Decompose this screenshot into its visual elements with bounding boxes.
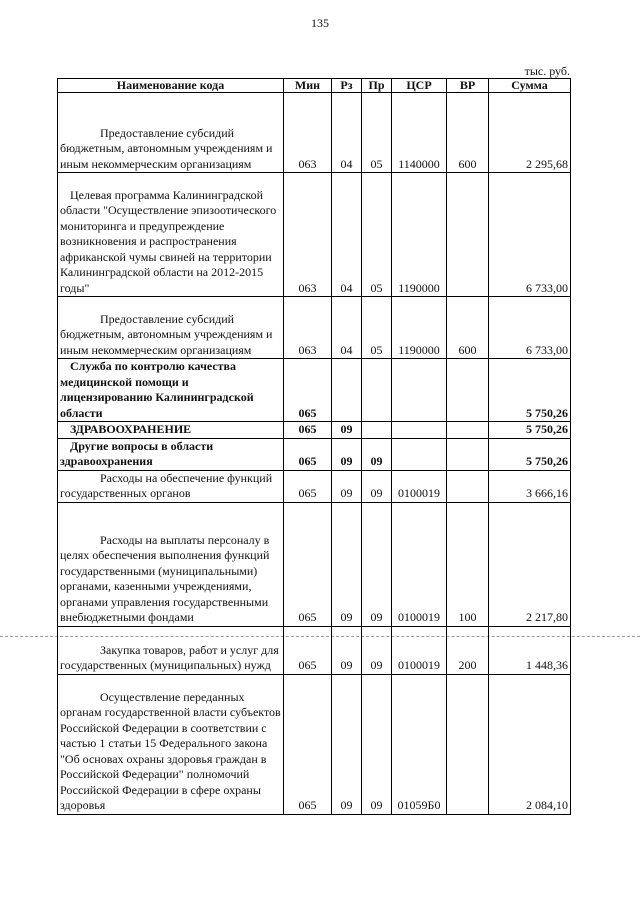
row-name: Расходы на выплаты персоналу в целях обеспечения выполнения функций государственными (муниципальными) органами, казенными учреждениями, органами управления государственными внебюджетными фондами (60, 532, 270, 624)
table-row (58, 502, 571, 626)
row-vr (447, 422, 489, 439)
row-vr: 200 (447, 626, 489, 674)
table-row (58, 626, 571, 674)
row-vr: 600 (447, 93, 489, 173)
table-row (58, 422, 571, 439)
row-pr: 05 (362, 297, 392, 359)
row-vr: 100 (447, 502, 489, 626)
row-sum: 2 295,68 (489, 93, 571, 173)
table-header-row (58, 79, 571, 93)
row-pr: 09 (362, 674, 392, 814)
row-name: Предоставление субсидий бюджетным, автономным учреждениям и иным некоммерческим организациям (60, 125, 273, 171)
row-name: Закупка товаров, работ и услуг для государственных (муниципальных) нужд (60, 642, 279, 672)
row-vr (447, 173, 489, 297)
row-csr: 0100019 (392, 470, 447, 502)
row-sum: 2 084,10 (489, 674, 571, 814)
row-name: Другие вопросы в области здравоохранения (60, 438, 214, 468)
row-vr (447, 674, 489, 814)
row-sum: 3 666,16 (489, 470, 571, 502)
header-pr: Пр (362, 79, 392, 93)
row-min: 065 (284, 674, 332, 814)
row-name: Целевая программа Калининградской области "Осуществление эпизоотического мониторинга и предупреждение возникновения и распространения африканской чумы свиней на территории Калининградской области на 2012-2015 годы" (60, 187, 277, 295)
row-min: 065 (284, 359, 332, 422)
row-sum: 6 733,00 (489, 173, 571, 297)
row-pr (362, 422, 392, 439)
row-rz: 09 (332, 502, 362, 626)
row-vr (447, 470, 489, 502)
row-rz: 09 (332, 438, 362, 470)
table-row (58, 359, 571, 422)
row-pr: 09 (362, 438, 392, 470)
row-min: 065 (284, 422, 332, 439)
row-csr (392, 359, 447, 422)
table-row (58, 470, 571, 502)
table-row (58, 297, 571, 359)
row-csr: 01059Б0 (392, 674, 447, 814)
table-row (58, 674, 571, 814)
row-min: 063 (284, 93, 332, 173)
row-pr (362, 359, 392, 422)
header-min: Мин (284, 79, 332, 93)
units-label: тыс. руб. (524, 64, 570, 78)
budget-table (57, 78, 571, 815)
row-csr: 1190000 (392, 297, 447, 359)
row-csr (392, 438, 447, 470)
row-sum: 5 750,26 (489, 438, 571, 470)
row-sum: 5 750,26 (489, 422, 571, 439)
page-number: 135 (311, 16, 329, 30)
row-min: 065 (284, 626, 332, 674)
row-csr: 0100019 (392, 502, 447, 626)
row-sum: 2 217,80 (489, 502, 571, 626)
header-name: Наименование кода (58, 79, 284, 93)
row-pr: 09 (362, 626, 392, 674)
row-min: 065 (284, 470, 332, 502)
table-row (58, 93, 571, 173)
row-csr: 1190000 (392, 173, 447, 297)
row-min: 065 (284, 438, 332, 470)
row-rz: 04 (332, 93, 362, 173)
row-name: Служба по контролю качества медицинской помощи и лицензированию Калининградской области (60, 359, 254, 420)
row-vr (447, 438, 489, 470)
row-rz: 09 (332, 470, 362, 502)
row-rz: 04 (332, 297, 362, 359)
header-rz: Рз (332, 79, 362, 93)
row-vr (447, 359, 489, 422)
row-csr: 0100019 (392, 626, 447, 674)
row-sum: 6 733,00 (489, 297, 571, 359)
row-rz (332, 359, 362, 422)
table-row (58, 173, 571, 297)
row-pr: 09 (362, 470, 392, 502)
row-vr: 600 (447, 297, 489, 359)
table-row (58, 438, 571, 470)
header-vr: ВР (447, 79, 489, 93)
row-name: Предоставление субсидий бюджетным, автономным учреждениям и иным некоммерческим организациям (60, 311, 273, 357)
row-rz: 09 (332, 626, 362, 674)
row-sum: 5 750,26 (489, 359, 571, 422)
row-min: 063 (284, 173, 332, 297)
row-pr: 05 (362, 173, 392, 297)
row-rz: 09 (332, 674, 362, 814)
header-csr: ЦСР (392, 79, 447, 93)
row-sum: 1 448,36 (489, 626, 571, 674)
row-rz: 04 (332, 173, 362, 297)
row-rz: 09 (332, 422, 362, 439)
row-min: 065 (284, 502, 332, 626)
row-pr: 09 (362, 502, 392, 626)
row-min: 063 (284, 297, 332, 359)
row-csr: 1140000 (392, 93, 447, 173)
row-name: ЗДРАВООХРАНЕНИЕ (70, 422, 192, 436)
row-name: Расходы на обеспечение функций государственных органов (60, 470, 273, 500)
row-csr (392, 422, 447, 439)
row-name: Осуществление переданных органам государственной власти субъектов Российской Федерации в соответствии с частью 1 статьи 15 Федерального закона "Об основах охраны здоровья граждан в Российской Федерации" полномочий Российской Федерации в сфере охраны здоровья (60, 689, 281, 812)
row-pr: 05 (362, 93, 392, 173)
header-sum: Сумма (489, 79, 571, 93)
